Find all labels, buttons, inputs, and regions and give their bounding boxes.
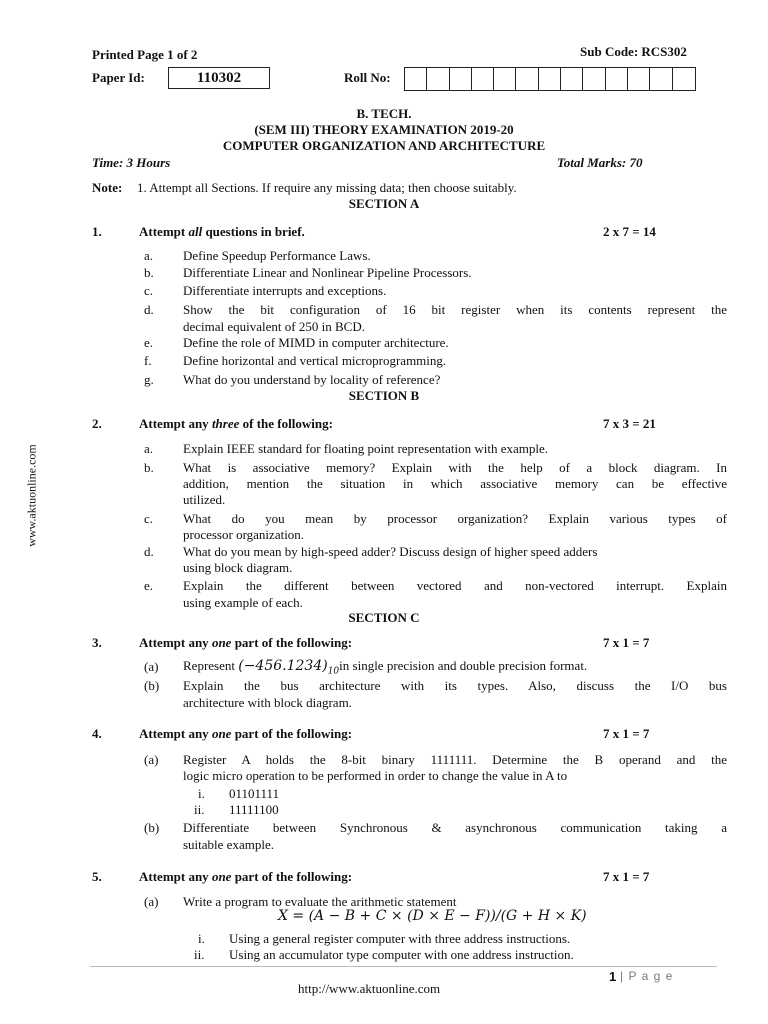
sub-code: Sub Code: RCS302 [580,44,687,59]
q3-instruction: Attempt any one part of the following: [139,635,353,650]
q1-item-label: f. [144,353,152,368]
q2-item-label: c. [144,511,154,526]
q2-number: 2. [92,416,102,431]
q1-item-label: b. [144,265,154,280]
page-number: 1 [609,969,617,984]
q3-a-label: (a) [144,659,159,674]
q2-marks: 7 x 3 = 21 [603,416,656,431]
q2-item-e-cont: using example of each. [183,595,303,610]
q1-item-label: g. [144,372,154,387]
q2-item-b-cont2: utilized. [183,492,226,507]
q2-item-label: e. [144,578,154,593]
q3-b-label: (b) [144,678,160,693]
q1-item-d: Show the bit configuration of 16 bit register when its contents represent the [183,302,727,317]
q4-instruction: Attempt any one part of the following: [139,726,353,741]
q4-sub-ii: 11111100 [229,802,279,817]
q2-item-a: Explain IEEE standard for floating point representation with example. [183,441,548,456]
paper-id-label: Paper Id: [92,70,145,85]
q1-item-a: Define Speedup Performance Laws. [183,248,371,263]
roll-label: Roll No: [344,70,391,85]
q3-marks: 7 x 1 = 7 [603,635,650,650]
q2-item-b: What is associative memory? Explain with the help of a block diagram. In [183,460,727,475]
q1-item-b: Differentiate Linear and Nonlinear Pipeline Processors. [183,265,472,280]
q5-sub-ii: Using an accumulator type computer with one address instruction. [229,947,574,962]
q1-instruction: Attempt all questions in brief. [139,224,305,239]
paper-id-box: 110302 [168,67,270,89]
q2-item-label: b. [144,460,154,475]
q2-item-d: What do you mean by high-speed adder? Discuss design of higher speed adders [183,544,598,559]
q4-b-text: Differentiate between Synchronous & asynchronous communication taking a [183,820,727,835]
q5-a-text: Write a program to evaluate the arithmetic statement [183,894,457,909]
q1-item-label: c. [144,283,154,298]
q5-sub-label: ii. [194,947,205,962]
q4-a-label: (a) [144,752,159,767]
note-text: 1. Attempt all Sections. If require any missing data; then choose suitably. [137,180,517,195]
q1-item-label: a. [144,248,154,263]
section-b-title: SECTION B [348,388,420,403]
q3-b-text: Explain the bus architecture with its types. Also, discuss the I/O bus [183,678,727,693]
total-marks: Total Marks: 70 [557,155,643,170]
q2-instruction: Attempt any three of the following: [139,416,333,431]
q5-marks: 7 x 1 = 7 [603,869,650,884]
note-label: Note: [92,180,123,195]
q5-number: 5. [92,869,102,884]
footer-url[interactable]: http://www.aktuonline.com [298,981,441,996]
q4-b-text-cont: suitable example. [183,837,274,852]
q5-equation: X = (A − B + C × (D × E − F))/(G + H × K) [278,908,587,924]
q2-item-b-cont: addition, mention the situation in which associative memory can be effective [183,476,727,491]
q2-item-label: a. [144,441,154,456]
q4-b-label: (b) [144,820,160,835]
q1-item-label: e. [144,335,154,350]
q1-item-c: Differentiate interrupts and exceptions. [183,283,387,298]
q1-item-d-cont: decimal equivalent of 250 in BCD. [183,319,365,334]
side-watermark-url: www.aktuonline.com [24,444,39,547]
degree-title: B. TECH. [356,106,412,121]
time-label: Time: 3 Hours [92,155,171,170]
q2-item-d-cont: using block diagram. [183,560,293,575]
q4-marks: 7 x 1 = 7 [603,726,650,741]
q3-a-text: Represent $(-456.1234)_{10}in$ single precision and double precision format. [183,658,588,677]
q5-instruction: Attempt any one part of the following: [139,869,353,884]
q1-item-e: Define the role of MIMD in computer architecture. [183,335,449,350]
q1-item-g: What do you understand by locality of reference? [183,372,441,387]
exam-title: (SEM III) THEORY EXAMINATION 2019-20 [254,122,514,137]
q1-item-f: Define horizontal and vertical microprogramming. [183,353,447,368]
section-a-title: SECTION A [348,196,420,211]
q3-b-text-cont: architecture with block diagram. [183,695,352,710]
footer-divider [90,966,717,967]
q4-a-text-cont: logic micro operation to be performed in order to change the value in A to [183,768,568,783]
roll-number-boxes[interactable] [404,67,696,91]
subject-title: COMPUTER ORGANIZATION AND ARCHITECTURE [222,138,546,153]
q4-sub-i: 01101111 [229,786,280,801]
q1-marks: 2 x 7 = 14 [603,224,656,239]
section-c-title: SECTION C [348,610,420,625]
q2-item-c-cont: processor organization. [183,527,305,542]
q5-sub-label: i. [198,931,205,946]
q4-a-text: Register A holds the 8-bit binary 1111111. Determine the B operand and the [183,752,727,767]
q4-number: 4. [92,726,102,741]
page-word: | P a g e [620,969,674,983]
q4-sub-label: ii. [194,802,205,817]
q2-item-c: What do you mean by processor organization? Explain various types of [183,511,727,526]
q5-sub-i: Using a general register computer with three address instructions. [229,931,571,946]
q1-number: 1. [92,224,102,239]
q3-number: 3. [92,635,102,650]
q5-a-label: (a) [144,894,159,909]
q4-sub-label: i. [198,786,205,801]
q1-item-label: d. [144,302,154,317]
q2-item-label: d. [144,544,154,559]
printed-page: Printed Page 1 of 2 [92,47,198,62]
q2-item-e: Explain the different between vectored and non-vectored interrupt. Explain [183,578,727,593]
